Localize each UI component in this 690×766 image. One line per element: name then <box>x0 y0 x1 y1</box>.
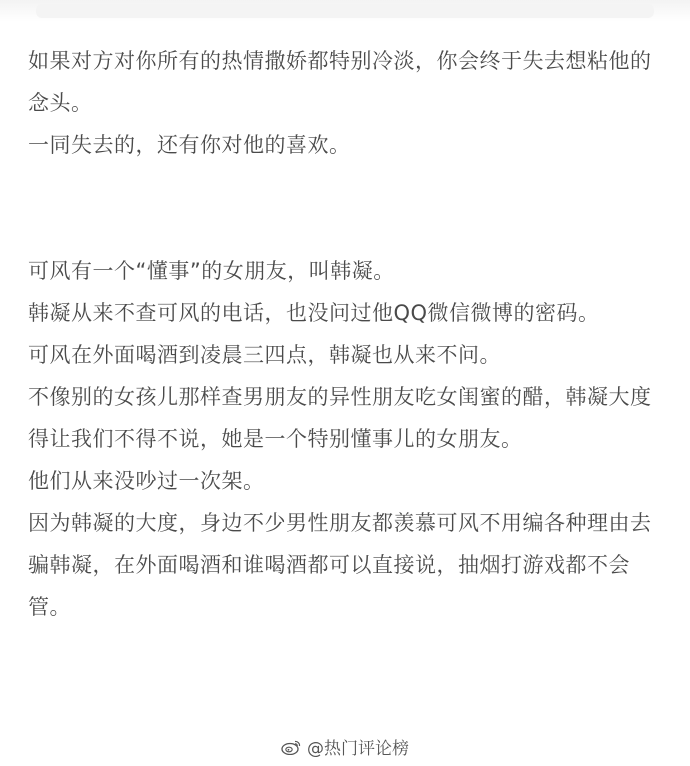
weibo-icon <box>281 739 301 755</box>
paragraph: 一同失去的，还有你对他的喜欢。 <box>28 133 351 157</box>
paragraph: 他们从来没吵过一次架。 <box>28 469 265 493</box>
top-header-shadow <box>0 0 690 22</box>
article-body <box>28 40 662 628</box>
watermark <box>0 734 690 759</box>
paragraph: 不像别的女孩儿那样查男朋友的异性朋友吃女闺蜜的醋，韩凝大度得让我们不得不说，她是一个特别懂事儿的女朋友。 <box>28 385 652 451</box>
paragraph: 韩凝从来不查可风的电话，也没问过他QQ微信微博的密码。 <box>28 301 600 325</box>
paragraph-gap <box>28 166 662 250</box>
paragraph: 可风有一个“懂事”的女朋友，叫韩凝。 <box>28 259 395 283</box>
watermark-text: @热门评论榜 <box>307 739 409 759</box>
paragraph: 可风在外面喝酒到凌晨三四点，韩凝也从来不问。 <box>28 343 501 367</box>
header-bar <box>36 4 654 18</box>
paragraph: 因为韩凝的大度，身边不少男性朋友都羡慕可风不用编各种理由去骗韩凝，在外面喝酒和谁喝酒都可以直接说，抽烟打游戏都不会管。 <box>28 511 652 619</box>
paragraph: 如果对方对你所有的热情撒娇都特别冷淡，你会终于失去想粘他的念头。 <box>28 49 652 115</box>
